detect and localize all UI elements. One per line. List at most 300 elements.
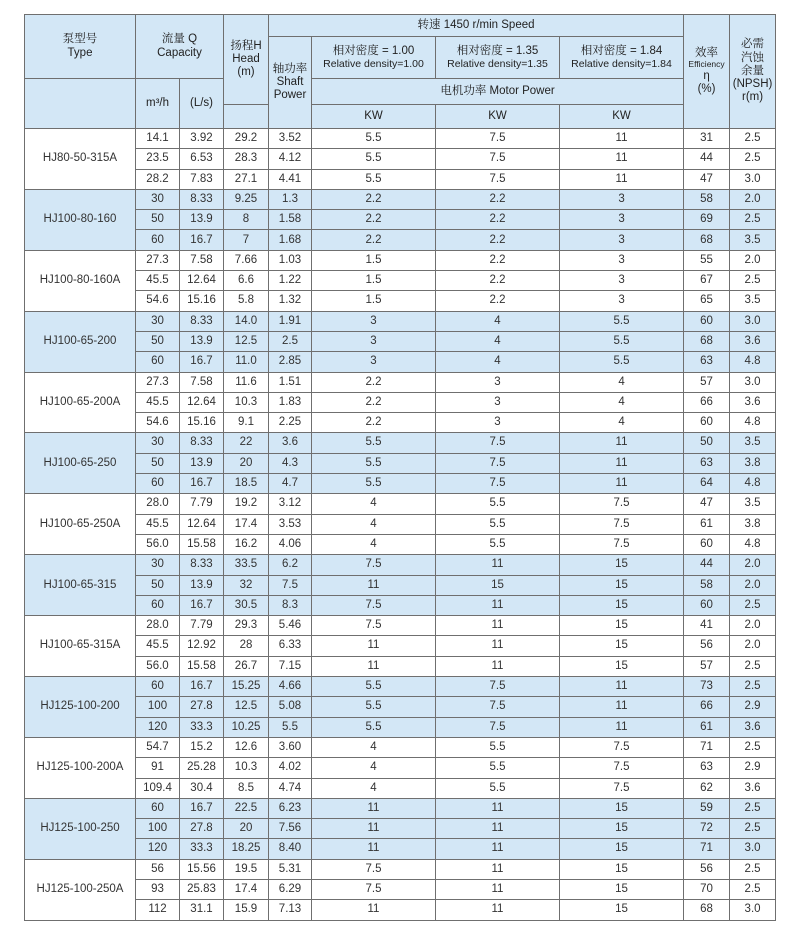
table-row xyxy=(25,555,776,575)
table-row xyxy=(25,758,776,778)
npsh-cell: 3.0 xyxy=(730,839,776,859)
npsh-header-unit: r(m) xyxy=(742,91,764,104)
head-cell: 29.3 xyxy=(224,616,269,636)
motor-kw-1-cell: 2.2 xyxy=(312,392,436,412)
efficiency-cell: 72 xyxy=(684,819,730,839)
flow-ls-cell: 15.16 xyxy=(180,413,224,433)
motor-kw-1-cell: 3 xyxy=(312,352,436,372)
shaft-power-header-cn: 轴功率 xyxy=(272,62,308,75)
flow-m3h-cell: 50 xyxy=(136,575,180,595)
shaft-power-cell: 3.52 xyxy=(269,129,312,149)
shaft-power-cell: 5.46 xyxy=(269,616,312,636)
motor-kw-2-cell: 5.5 xyxy=(436,778,560,798)
npsh-cell: 4.8 xyxy=(730,474,776,494)
table-row xyxy=(25,271,776,291)
motor-kw-3-cell: 11 xyxy=(560,474,684,494)
motor-kw-2-cell: 2.2 xyxy=(436,250,560,270)
motor-kw-2-cell: 5.5 xyxy=(436,534,560,554)
shaft-power-cell: 5.31 xyxy=(269,859,312,879)
motor-kw-1-cell: 11 xyxy=(312,575,436,595)
shaft-power-cell: 7.13 xyxy=(269,900,312,920)
table-row xyxy=(25,879,776,899)
flow-ls-cell: 13.9 xyxy=(180,453,224,473)
efficiency-cell: 63 xyxy=(684,758,730,778)
efficiency-header xyxy=(684,15,730,129)
pump-type-cell: HJ100-65-315 xyxy=(25,555,136,616)
shaft-power-cell: 1.22 xyxy=(269,271,312,291)
motor-kw-2-cell: 2.2 xyxy=(436,291,560,311)
motor-kw-1-cell: 1.5 xyxy=(312,291,436,311)
npsh-cell: 3.0 xyxy=(730,900,776,920)
motor-kw-1-cell: 4 xyxy=(312,737,436,757)
efficiency-header-cn: 效率 xyxy=(695,46,719,59)
motor-kw-3-cell: 15 xyxy=(560,595,684,615)
head-cell: 8.5 xyxy=(224,778,269,798)
pump-spec-table-container xyxy=(24,14,776,921)
shaft-power-cell: 4.02 xyxy=(269,758,312,778)
flow-m3h-cell: 100 xyxy=(136,697,180,717)
head-cell: 22.5 xyxy=(224,798,269,818)
motor-kw-1-cell: 4 xyxy=(312,534,436,554)
efficiency-cell: 60 xyxy=(684,311,730,331)
flow-m3h-cell: 45.5 xyxy=(136,271,180,291)
motor-kw-1-cell: 5.5 xyxy=(312,149,436,169)
efficiency-cell: 71 xyxy=(684,839,730,859)
flow-ls-cell: 13.9 xyxy=(180,210,224,230)
flow-ls-cell: 27.8 xyxy=(180,819,224,839)
motor-kw-2-cell: 11 xyxy=(436,839,560,859)
npsh-cell: 2.0 xyxy=(730,616,776,636)
flow-ls-cell: 8.33 xyxy=(180,189,224,209)
motor-kw-1-cell: 11 xyxy=(312,819,436,839)
table-row xyxy=(25,737,776,757)
shaft-power-cell: 6.33 xyxy=(269,636,312,656)
head-cell: 12.6 xyxy=(224,737,269,757)
motor-kw-1-cell: 11 xyxy=(312,798,436,818)
shaft-power-cell: 7.15 xyxy=(269,656,312,676)
motor-kw-1-cell: 3 xyxy=(312,311,436,331)
efficiency-cell: 60 xyxy=(684,413,730,433)
flow-m3h-cell: 56.0 xyxy=(136,534,180,554)
npsh-cell: 3.5 xyxy=(730,291,776,311)
motor-kw-2-cell: 4 xyxy=(436,352,560,372)
npsh-cell: 3.8 xyxy=(730,514,776,534)
npsh-cell: 3.5 xyxy=(730,230,776,250)
flow-ls-cell: 16.7 xyxy=(180,595,224,615)
shaft-power-cell: 7.56 xyxy=(269,819,312,839)
flow-ls-cell: 3.92 xyxy=(180,129,224,149)
npsh-header xyxy=(730,15,776,129)
shaft-power-cell: 1.3 xyxy=(269,189,312,209)
shaft-power-cell: 1.68 xyxy=(269,230,312,250)
npsh-cell: 2.0 xyxy=(730,250,776,270)
efficiency-cell: 66 xyxy=(684,697,730,717)
efficiency-cell: 56 xyxy=(684,859,730,879)
npsh-cell: 2.5 xyxy=(730,798,776,818)
efficiency-header-symbol: η xyxy=(703,69,710,82)
table-row xyxy=(25,819,776,839)
head-cell: 33.5 xyxy=(224,555,269,575)
flow-ls-cell: 16.7 xyxy=(180,352,224,372)
motor-kw-1-cell: 5.5 xyxy=(312,677,436,697)
motor-kw-2-cell: 7.5 xyxy=(436,433,560,453)
motor-kw-3-cell: 3 xyxy=(560,271,684,291)
motor-kw-1-cell: 4 xyxy=(312,514,436,534)
table-row xyxy=(25,372,776,392)
shaft-power-cell: 2.85 xyxy=(269,352,312,372)
head-cell: 9.25 xyxy=(224,189,269,209)
motor-kw-3-cell: 3 xyxy=(560,250,684,270)
shaft-power-cell: 3.12 xyxy=(269,494,312,514)
flow-m3h-cell: 30 xyxy=(136,311,180,331)
efficiency-cell: 68 xyxy=(684,900,730,920)
shaft-power-cell: 4.3 xyxy=(269,453,312,473)
efficiency-cell: 47 xyxy=(684,494,730,514)
motor-kw-3-cell: 3 xyxy=(560,210,684,230)
density-3-cn: 相对密度 = 1.84 xyxy=(580,44,663,57)
motor-kw-1-cell: 7.5 xyxy=(312,859,436,879)
head-cell: 28.3 xyxy=(224,149,269,169)
motor-kw-1-cell: 3 xyxy=(312,331,436,351)
pump-type-cell: HJ100-65-250 xyxy=(25,433,136,494)
efficiency-cell: 31 xyxy=(684,129,730,149)
capacity-header xyxy=(136,15,224,79)
head-cell: 12.5 xyxy=(224,331,269,351)
motor-kw-3-cell: 15 xyxy=(560,798,684,818)
efficiency-cell: 68 xyxy=(684,230,730,250)
motor-kw-2-cell: 7.5 xyxy=(436,717,560,737)
motor-kw-3-cell: 11 xyxy=(560,433,684,453)
motor-kw-3-cell: 15 xyxy=(560,555,684,575)
motor-kw-3-cell: 11 xyxy=(560,169,684,189)
motor-kw-2-cell: 7.5 xyxy=(436,169,560,189)
efficiency-cell: 41 xyxy=(684,616,730,636)
head-cell: 10.3 xyxy=(224,758,269,778)
table-row xyxy=(25,534,776,554)
flow-ls-cell: 7.58 xyxy=(180,372,224,392)
pump-type-cell: HJ100-65-315A xyxy=(25,616,136,677)
head-cell: 20 xyxy=(224,819,269,839)
flow-m3h-cell: 112 xyxy=(136,900,180,920)
capacity-ls-header: (L/s) xyxy=(180,79,224,129)
npsh-cell: 3.5 xyxy=(730,433,776,453)
flow-ls-cell: 7.79 xyxy=(180,494,224,514)
efficiency-cell: 67 xyxy=(684,271,730,291)
flow-m3h-cell: 54.6 xyxy=(136,413,180,433)
npsh-header-cn2: 汽蚀 xyxy=(741,51,765,64)
head-subheader-spacer xyxy=(224,105,269,129)
flow-m3h-cell: 45.5 xyxy=(136,392,180,412)
kw-1-header: KW xyxy=(312,105,436,129)
flow-m3h-cell: 30 xyxy=(136,555,180,575)
flow-m3h-cell: 14.1 xyxy=(136,129,180,149)
motor-kw-2-cell: 5.5 xyxy=(436,494,560,514)
shaft-power-cell: 4.41 xyxy=(269,169,312,189)
shaft-power-cell: 1.51 xyxy=(269,372,312,392)
npsh-cell: 2.0 xyxy=(730,555,776,575)
efficiency-cell: 66 xyxy=(684,392,730,412)
npsh-cell: 2.5 xyxy=(730,859,776,879)
motor-kw-3-cell: 3 xyxy=(560,189,684,209)
flow-m3h-cell: 56 xyxy=(136,859,180,879)
flow-ls-cell: 8.33 xyxy=(180,555,224,575)
density-2-header xyxy=(436,37,560,79)
flow-ls-cell: 16.7 xyxy=(180,474,224,494)
table-row xyxy=(25,575,776,595)
head-cell: 15.25 xyxy=(224,677,269,697)
flow-m3h-cell: 120 xyxy=(136,717,180,737)
flow-ls-cell: 33.3 xyxy=(180,717,224,737)
flow-ls-cell: 13.9 xyxy=(180,575,224,595)
flow-ls-cell: 8.33 xyxy=(180,433,224,453)
flow-ls-cell: 8.33 xyxy=(180,311,224,331)
efficiency-cell: 55 xyxy=(684,250,730,270)
motor-kw-2-cell: 11 xyxy=(436,798,560,818)
density-3-en: Relative density=1.84 xyxy=(571,58,672,71)
motor-kw-3-cell: 15 xyxy=(560,636,684,656)
flow-ls-cell: 12.64 xyxy=(180,392,224,412)
flow-ls-cell: 15.56 xyxy=(180,859,224,879)
motor-kw-1-cell: 5.5 xyxy=(312,453,436,473)
efficiency-cell: 57 xyxy=(684,372,730,392)
motor-kw-3-cell: 7.5 xyxy=(560,534,684,554)
table-row xyxy=(25,595,776,615)
flow-m3h-cell: 28.2 xyxy=(136,169,180,189)
npsh-cell: 2.0 xyxy=(730,636,776,656)
head-cell: 17.4 xyxy=(224,879,269,899)
head-cell: 32 xyxy=(224,575,269,595)
head-cell: 11.0 xyxy=(224,352,269,372)
flow-m3h-cell: 54.6 xyxy=(136,291,180,311)
motor-kw-3-cell: 15 xyxy=(560,859,684,879)
motor-kw-1-cell: 4 xyxy=(312,758,436,778)
motor-kw-3-cell: 4 xyxy=(560,392,684,412)
shaft-power-cell: 5.5 xyxy=(269,717,312,737)
efficiency-cell: 61 xyxy=(684,717,730,737)
table-row xyxy=(25,616,776,636)
speed-header: 转速 1450 r/min Speed xyxy=(269,15,684,37)
flow-m3h-cell: 120 xyxy=(136,839,180,859)
flow-m3h-cell: 28.0 xyxy=(136,616,180,636)
motor-kw-3-cell: 15 xyxy=(560,575,684,595)
motor-kw-1-cell: 5.5 xyxy=(312,129,436,149)
shaft-power-cell: 7.5 xyxy=(269,575,312,595)
table-row xyxy=(25,677,776,697)
motor-kw-2-cell: 11 xyxy=(436,879,560,899)
head-cell: 18.5 xyxy=(224,474,269,494)
efficiency-cell: 63 xyxy=(684,453,730,473)
motor-kw-1-cell: 4 xyxy=(312,778,436,798)
motor-kw-1-cell: 2.2 xyxy=(312,230,436,250)
flow-m3h-cell: 100 xyxy=(136,819,180,839)
flow-ls-cell: 33.3 xyxy=(180,839,224,859)
head-cell: 15.9 xyxy=(224,900,269,920)
pump-type-cell: HJ100-65-200 xyxy=(25,311,136,372)
efficiency-cell: 56 xyxy=(684,636,730,656)
motor-kw-3-cell: 11 xyxy=(560,697,684,717)
table-row xyxy=(25,798,776,818)
motor-kw-3-cell: 5.5 xyxy=(560,311,684,331)
motor-kw-2-cell: 5.5 xyxy=(436,514,560,534)
shaft-power-cell: 1.91 xyxy=(269,311,312,331)
density-1-en: Relative density=1.00 xyxy=(323,58,424,71)
efficiency-cell: 58 xyxy=(684,575,730,595)
head-cell: 28 xyxy=(224,636,269,656)
head-cell: 6.6 xyxy=(224,271,269,291)
motor-kw-2-cell: 3 xyxy=(436,392,560,412)
head-cell: 10.3 xyxy=(224,392,269,412)
efficiency-cell: 73 xyxy=(684,677,730,697)
shaft-power-header-en2: Power xyxy=(273,89,307,102)
motor-kw-3-cell: 11 xyxy=(560,149,684,169)
flow-m3h-cell: 30 xyxy=(136,433,180,453)
head-cell: 20 xyxy=(224,453,269,473)
motor-kw-3-cell: 11 xyxy=(560,453,684,473)
table-row xyxy=(25,311,776,331)
motor-kw-2-cell: 7.5 xyxy=(436,697,560,717)
motor-kw-1-cell: 1.5 xyxy=(312,271,436,291)
density-2-en: Relative density=1.35 xyxy=(447,58,548,71)
npsh-cell: 3.6 xyxy=(730,331,776,351)
motor-kw-2-cell: 7.5 xyxy=(436,474,560,494)
motor-kw-1-cell: 5.5 xyxy=(312,474,436,494)
motor-kw-2-cell: 2.2 xyxy=(436,230,560,250)
type-header xyxy=(25,15,136,79)
efficiency-cell: 63 xyxy=(684,352,730,372)
motor-kw-3-cell: 3 xyxy=(560,291,684,311)
motor-kw-1-cell: 2.2 xyxy=(312,210,436,230)
shaft-power-cell: 2.25 xyxy=(269,413,312,433)
npsh-cell: 2.0 xyxy=(730,575,776,595)
efficiency-cell: 47 xyxy=(684,169,730,189)
table-header xyxy=(25,15,776,129)
shaft-power-cell: 4.7 xyxy=(269,474,312,494)
motor-kw-1-cell: 7.5 xyxy=(312,616,436,636)
kw-3-header: KW xyxy=(560,105,684,129)
motor-kw-3-cell: 7.5 xyxy=(560,758,684,778)
efficiency-cell: 70 xyxy=(684,879,730,899)
npsh-cell: 3.6 xyxy=(730,392,776,412)
motor-kw-2-cell: 11 xyxy=(436,555,560,575)
type-header-en: Type xyxy=(67,46,93,59)
motor-kw-1-cell: 1.5 xyxy=(312,250,436,270)
flow-m3h-cell: 45.5 xyxy=(136,514,180,534)
flow-m3h-cell: 50 xyxy=(136,210,180,230)
efficiency-cell: 64 xyxy=(684,474,730,494)
npsh-header-en: (NPSH) xyxy=(732,78,773,91)
table-row xyxy=(25,514,776,534)
motor-kw-3-cell: 7.5 xyxy=(560,494,684,514)
motor-kw-3-cell: 7.5 xyxy=(560,778,684,798)
head-cell: 5.8 xyxy=(224,291,269,311)
shaft-power-cell: 2.5 xyxy=(269,331,312,351)
table-row xyxy=(25,839,776,859)
efficiency-cell: 59 xyxy=(684,798,730,818)
shaft-power-cell: 8.3 xyxy=(269,595,312,615)
pump-type-cell: HJ125-100-200 xyxy=(25,677,136,738)
npsh-cell: 2.9 xyxy=(730,697,776,717)
flow-m3h-cell: 28.0 xyxy=(136,494,180,514)
shaft-power-cell: 6.23 xyxy=(269,798,312,818)
shaft-power-cell: 3.6 xyxy=(269,433,312,453)
motor-kw-3-cell: 15 xyxy=(560,879,684,899)
table-row xyxy=(25,392,776,412)
table-row xyxy=(25,717,776,737)
npsh-cell: 4.8 xyxy=(730,352,776,372)
motor-kw-2-cell: 7.5 xyxy=(436,453,560,473)
flow-m3h-cell: 60 xyxy=(136,595,180,615)
motor-kw-3-cell: 4 xyxy=(560,372,684,392)
motor-kw-1-cell: 4 xyxy=(312,494,436,514)
motor-kw-2-cell: 2.2 xyxy=(436,189,560,209)
shaft-power-header xyxy=(269,37,312,129)
table-row xyxy=(25,352,776,372)
efficiency-cell: 60 xyxy=(684,595,730,615)
table-row xyxy=(25,230,776,250)
npsh-cell: 3.0 xyxy=(730,311,776,331)
flow-m3h-cell: 27.3 xyxy=(136,372,180,392)
head-header-unit: (m) xyxy=(237,66,255,79)
flow-ls-cell: 25.28 xyxy=(180,758,224,778)
motor-kw-3-cell: 5.5 xyxy=(560,352,684,372)
motor-kw-2-cell: 11 xyxy=(436,595,560,615)
head-header-en: Head xyxy=(232,52,260,65)
pump-type-cell: HJ125-100-250 xyxy=(25,798,136,859)
type-header-cn: 泵型号 xyxy=(62,33,98,46)
flow-m3h-cell: 54.7 xyxy=(136,737,180,757)
head-cell: 26.7 xyxy=(224,656,269,676)
pump-type-cell: HJ100-65-250A xyxy=(25,494,136,555)
npsh-cell: 2.5 xyxy=(730,210,776,230)
motor-kw-1-cell: 7.5 xyxy=(312,555,436,575)
efficiency-cell: 60 xyxy=(684,534,730,554)
shaft-power-cell: 6.2 xyxy=(269,555,312,575)
flow-ls-cell: 27.8 xyxy=(180,697,224,717)
table-row xyxy=(25,250,776,270)
capacity-header-cn: 流量 Q xyxy=(161,33,198,46)
motor-kw-1-cell: 11 xyxy=(312,656,436,676)
npsh-cell: 2.5 xyxy=(730,737,776,757)
table-row xyxy=(25,778,776,798)
motor-kw-2-cell: 5.5 xyxy=(436,737,560,757)
motor-kw-1-cell: 5.5 xyxy=(312,169,436,189)
efficiency-cell: 62 xyxy=(684,778,730,798)
npsh-cell: 3.0 xyxy=(730,169,776,189)
shaft-power-cell: 4.12 xyxy=(269,149,312,169)
head-cell: 19.5 xyxy=(224,859,269,879)
table-row xyxy=(25,413,776,433)
table-row xyxy=(25,656,776,676)
motor-kw-1-cell: 7.5 xyxy=(312,879,436,899)
flow-m3h-cell: 50 xyxy=(136,331,180,351)
flow-m3h-cell: 93 xyxy=(136,879,180,899)
shaft-power-cell: 5.08 xyxy=(269,697,312,717)
motor-kw-3-cell: 7.5 xyxy=(560,514,684,534)
motor-kw-2-cell: 3 xyxy=(436,372,560,392)
motor-kw-1-cell: 5.5 xyxy=(312,717,436,737)
head-cell: 8 xyxy=(224,210,269,230)
flow-ls-cell: 12.92 xyxy=(180,636,224,656)
npsh-cell: 2.0 xyxy=(730,189,776,209)
npsh-cell: 2.5 xyxy=(730,819,776,839)
motor-kw-3-cell: 3 xyxy=(560,230,684,250)
npsh-cell: 2.5 xyxy=(730,879,776,899)
motor-kw-2-cell: 11 xyxy=(436,859,560,879)
flow-ls-cell: 6.53 xyxy=(180,149,224,169)
table-row xyxy=(25,331,776,351)
flow-ls-cell: 12.64 xyxy=(180,514,224,534)
motor-kw-2-cell: 7.5 xyxy=(436,677,560,697)
